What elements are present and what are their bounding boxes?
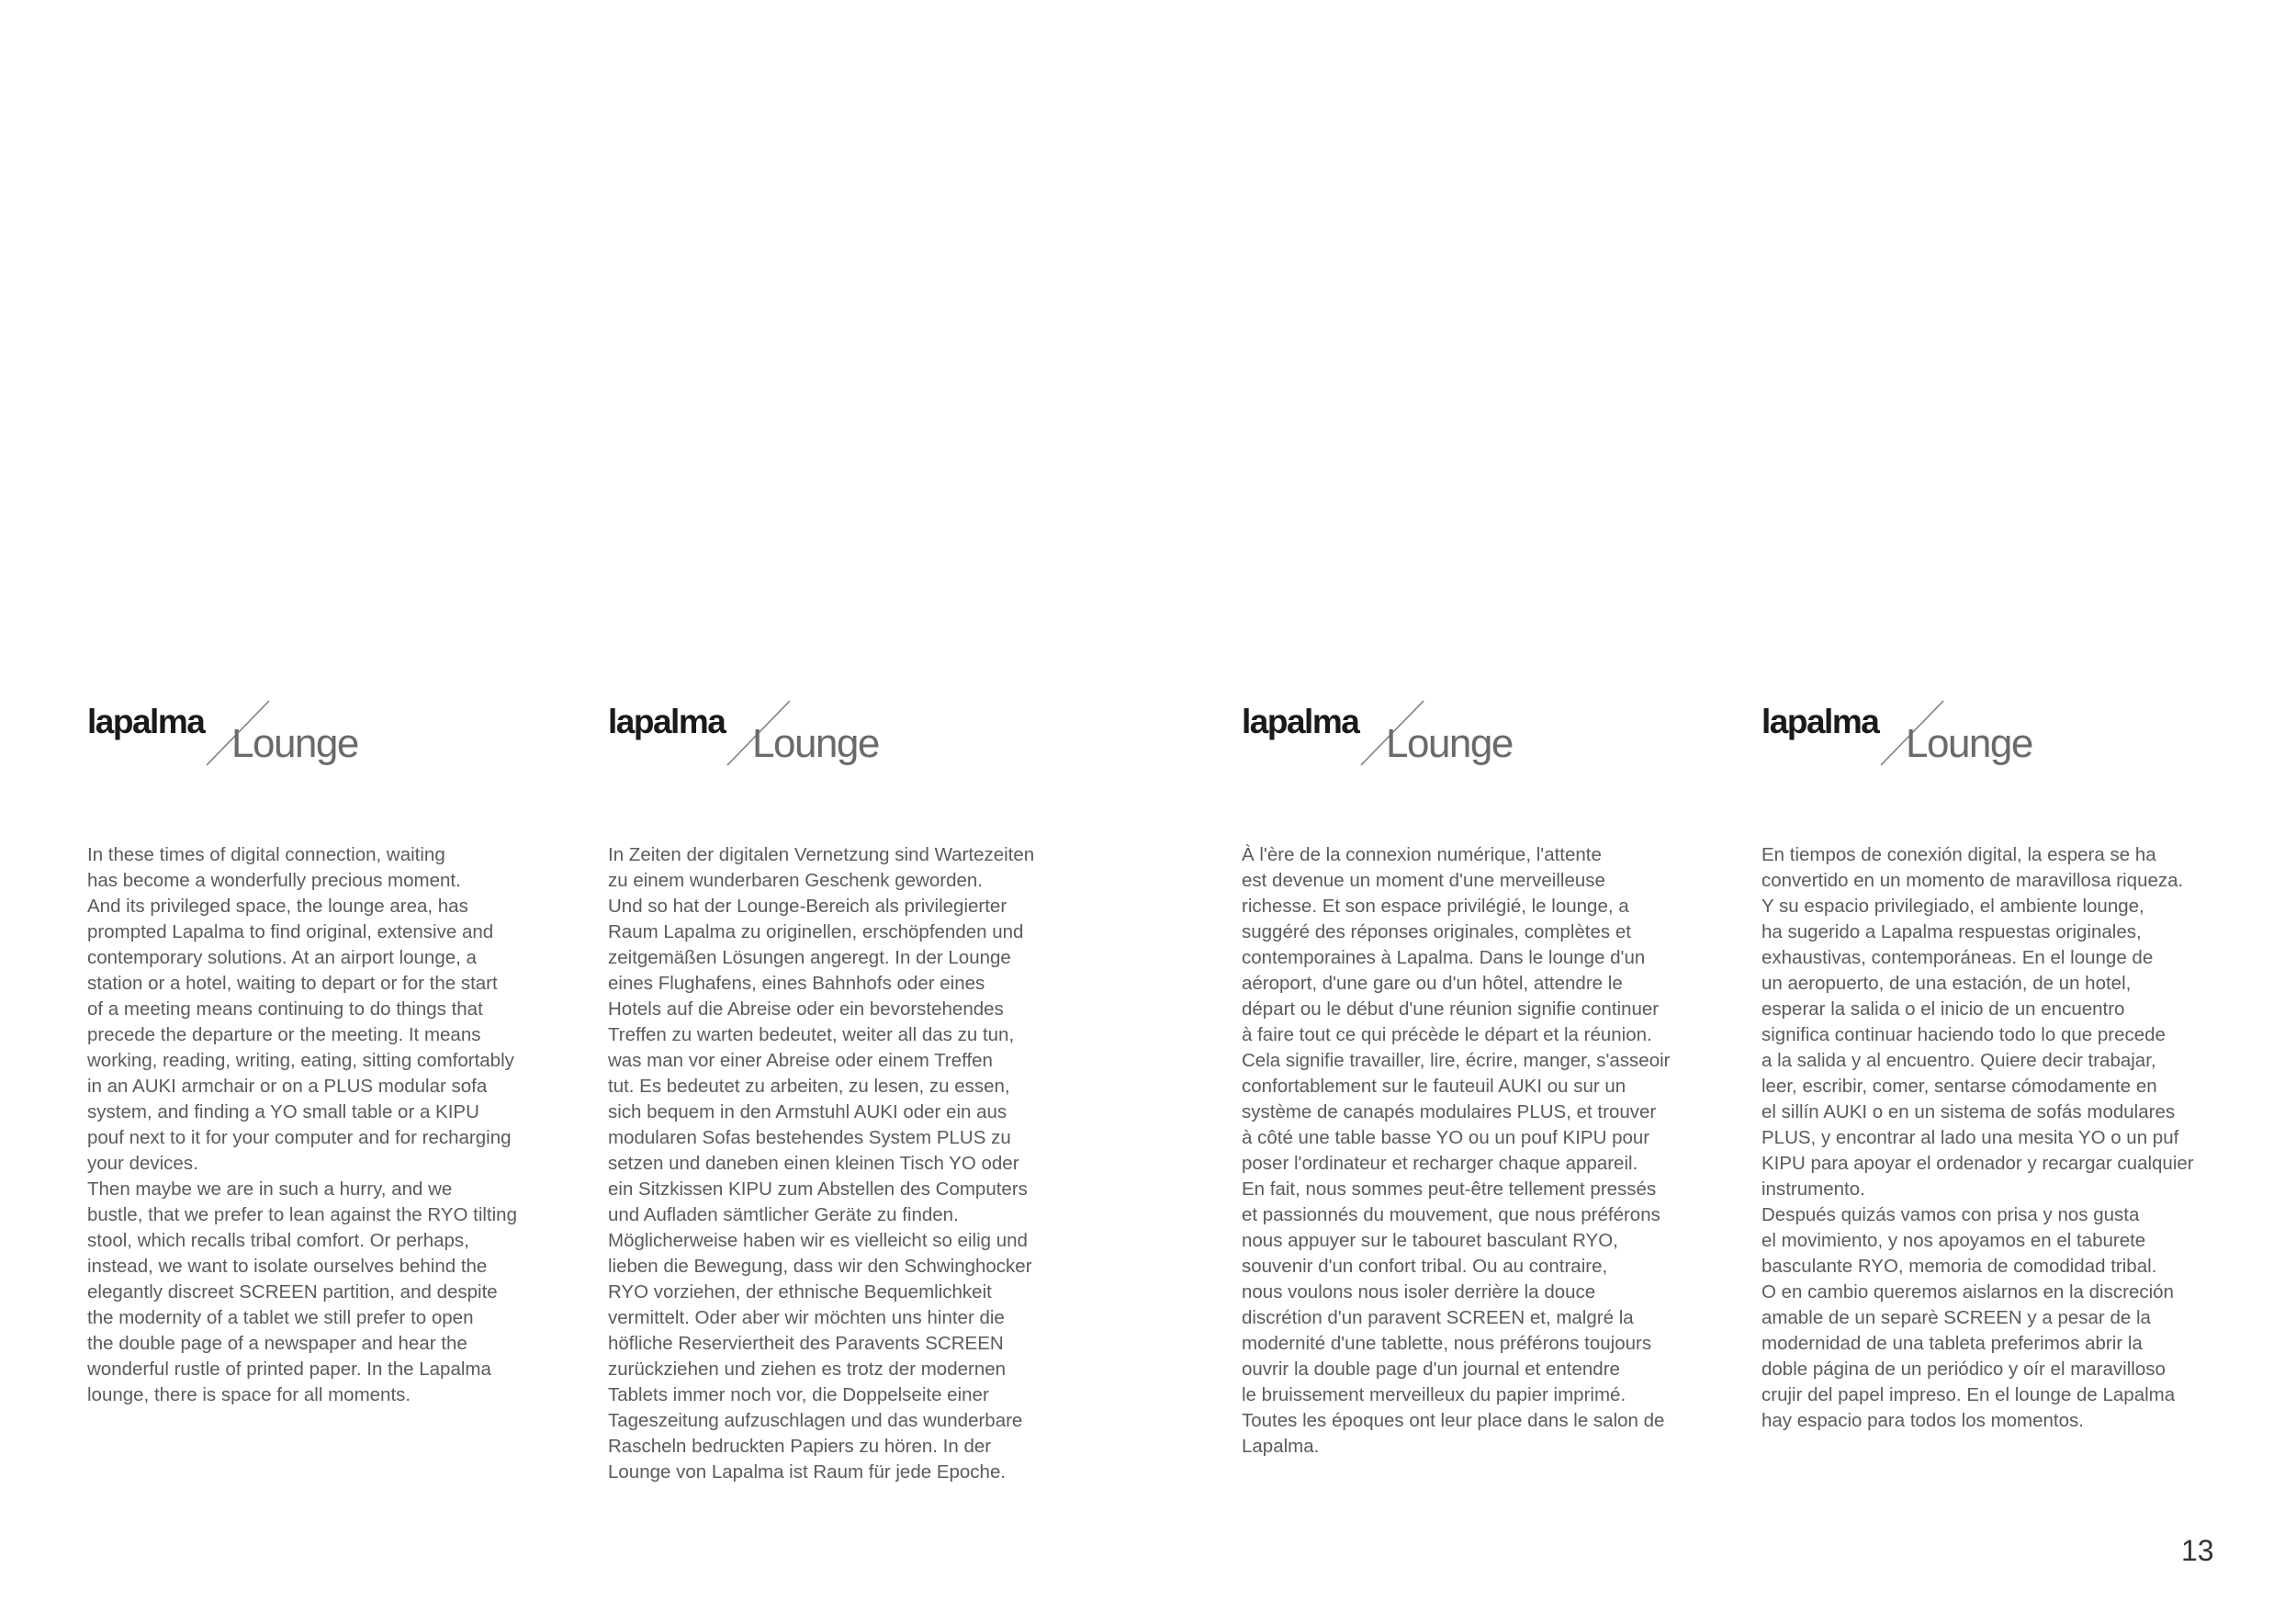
brand-name: lapalma (608, 703, 726, 740)
lapalma-lounge-logo (608, 694, 911, 776)
product-name: Lounge (1906, 721, 2032, 766)
column-french (1242, 694, 1728, 1460)
column-english (87, 694, 574, 1408)
brand-name: lapalma (87, 703, 205, 740)
lapalma-lounge-logo (1761, 694, 2065, 776)
body-text-french: À l'ère de la connexion numérique, l'attente est devenue un moment d'une merveilleuse richesse. Et son espace privilégié, le lounge, a suggéré des réponses originales, complètes et contemporaines à Lapalma. Dans le lounge d'un aéroport, d'une gare ou d'un hôtel, attendre le départ ou le début d'une réunion signifie continuer à faire tout ce qui précède le départ et la réunion. Cela signifie travailler, lire, écrire, manger, s'asseoir confortablement sur le fauteuil AUKI ou sur un système de canapés modulaires PLUS, et trouver à côté une table basse YO ou un pouf KIPU pour poser l'ordinateur et recharger chaque appareil. En fait, nous sommes peut-être tellement pressés et passionnés du mouvement, que nous préférons nous appuyer sur le tabouret basculant RYO, souvenir d'un confort tribal. Ou au contraire, nous voulons nous isoler derrière la douce discrétion d'un paravent SCREEN et, malgré la modernité d'une tablette, nous préférons toujours ouvrir la double page d'un journal et entendre le bruissement merveilleux du papier imprimé. Toutes les époques ont leur place dans le salon de Lapalma. (1242, 844, 1671, 1457)
body-text-spanish: En tiempos de conexión digital, la espera se ha convertido en un momento de maravillosa riqueza. Y su espacio privilegiado, el ambiente lounge, ha sugerido a Lapalma respuestas originales, exhaustivas, contemporáneas. En el lounge de un aeropuerto, de una estación, de un hotel, esperar la salida o el inicio de un encuentro significa continuar haciendo todo lo que precede a la salida y al encuentro. Quiere decir trabajar, leer, escribir, comer, sentarse cómodamente en el sillín AUKI o en un sistema de sofás modulares PLUS, y encontrar al lado una mesita YO o un puf KIPU para apoyar el ordenador y recargar cualquier instrumento. Después quizás vamos con prisa y nos gusta el movimiento, y nos apoyamos en el taburete basculante RYO, memoria de comodidad tribal. O en cambio queremos aislarnos en la discreción amable de un separè SCREEN y a pesar de la modernidad de una tableta preferimos abrir la doble página de un periódico y oír el maravilloso crujir del papel impreso. En el lounge de Lapalma hay espacio para todos los momentos. (1761, 844, 2194, 1431)
lapalma-lounge-logo (1242, 694, 1545, 776)
column-german (608, 694, 1095, 1485)
product-name: Lounge (752, 721, 879, 766)
brand-name: lapalma (1761, 703, 1879, 740)
product-name: Lounge (1386, 721, 1513, 766)
page-number: 13 (2181, 1534, 2214, 1567)
brand-name: lapalma (1242, 703, 1359, 740)
lapalma-lounge-logo (87, 694, 390, 776)
body-text-english: In these times of digital connection, waiting has become a wonderfully precious moment. And its privileged space, the lounge area, has prompted Lapalma to find original, extensive and contemporary solutions. At an airport lounge, a station or a hotel, waiting to depart or for the start of a meeting means continuing to do things that precede the departure or the meeting. It means working, reading, writing, eating, sitting comfortably in an AUKI armchair or on a PLUS modular sofa system, and finding a YO small table or a KIPU pouf next to it for your computer and for recharging your devices. Then maybe we are in such a hurry, and we bustle, that we prefer to lean against the RYO tilting stool, which recalls tribal comfort. Or perhaps, instead, we want to isolate ourselves behind the elegantly discreet SCREEN partition, and despite the modernity of a tablet we still prefer to open the double page of a newspaper and hear the wonderful rustle of printed paper. In the Lapalma lounge, there is space for all moments. (87, 844, 517, 1405)
body-text-german: In Zeiten der digitalen Vernetzung sind Wartezeiten zu einem wunderbaren Geschenk geworden. Und so hat der Lounge-Bereich als privilegierter Raum Lapalma zu originellen, erschöpfenden und zeitgemäßen Lösungen angeregt. In der Lounge eines Flughafens, eines Bahnhofs oder eines Hotels auf die Abreise oder ein bevorstehendes Treffen zu warten bedeutet, weiter all das zu tun, was man vor einer Abreise oder einem Treffen tut. Es bedeutet zu arbeiten, zu lesen, zu essen, sich bequem in den Armstuhl AUKI oder ein aus modularen Sofas bestehendes System PLUS zu setzen und daneben einen kleinen Tisch YO oder ein Sitzkissen KIPU zum Abstellen des Computers und Aufladen sämtlicher Geräte zu finden. Möglicherweise haben wir es vielleicht so eilig und lieben die Bewegung, dass wir den Schwinghocker RYO vorziehen, der ethnische Bequemlichkeit vermittelt. Oder aber wir möchten uns hinter die höfliche Reserviertheit des Paravents SCREEN zurückziehen und ziehen es trotz der modernen Tablets immer noch vor, die Doppelseite einer Tageszeitung aufzuschlagen und das wunderbare Rascheln bedruckten Papiers zu hören. In der Lounge von Lapalma ist Raum für jede Epoche. (608, 844, 1035, 1483)
product-name: Lounge (231, 721, 358, 766)
column-spanish (1761, 694, 2248, 1434)
